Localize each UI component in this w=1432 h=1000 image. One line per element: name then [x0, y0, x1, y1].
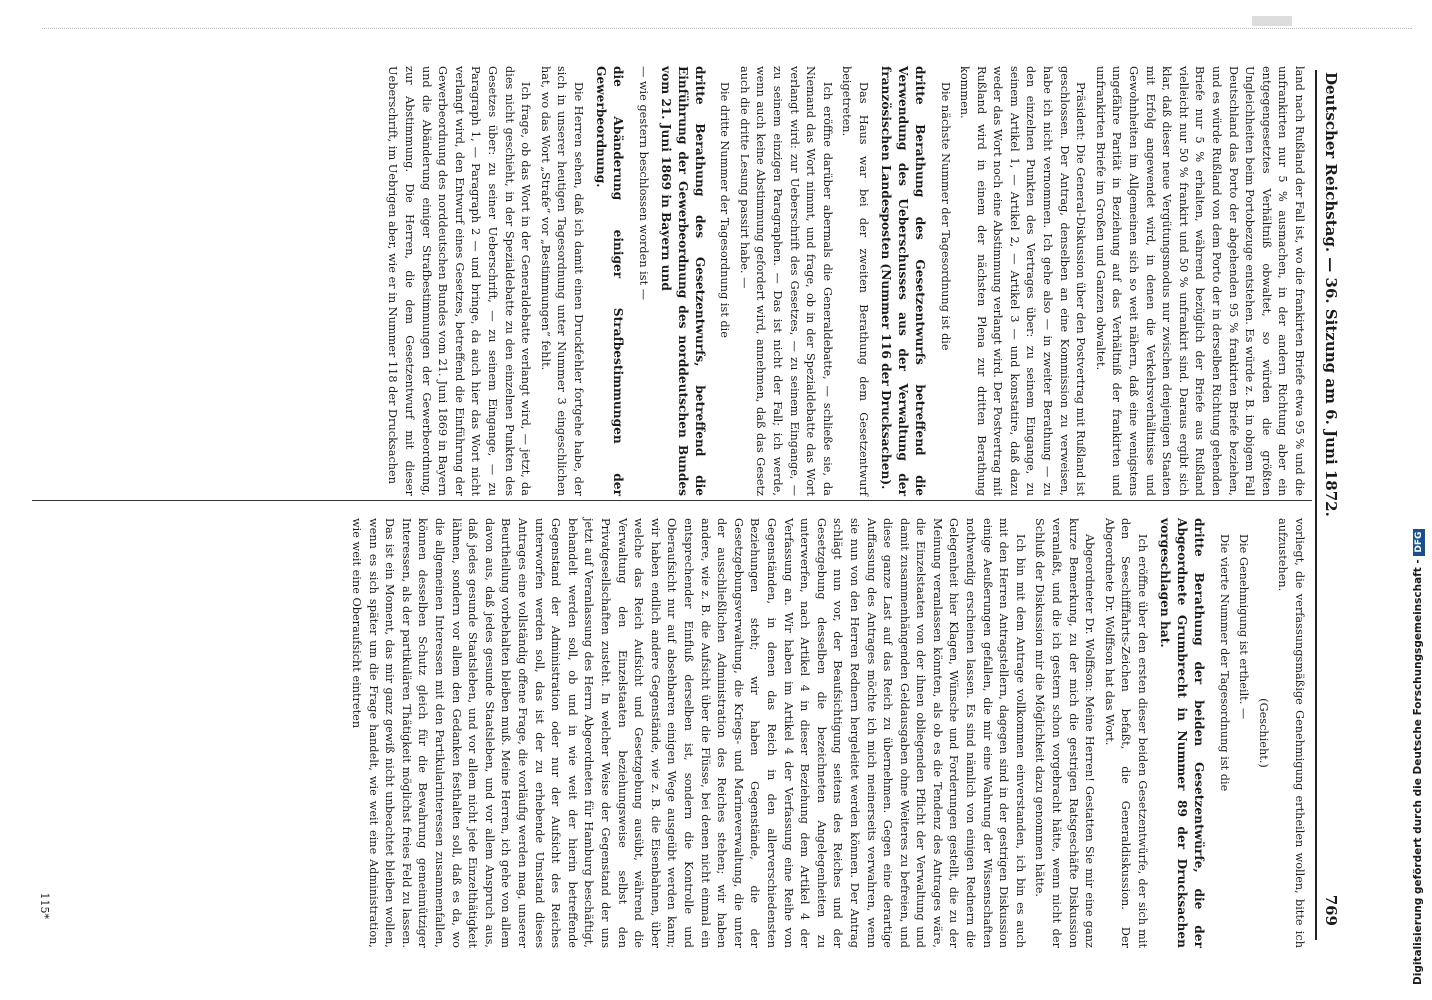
- running-head: Deutscher Reichstag. — 36. Sitzung am 6. Juni 1872.: [1322, 72, 1340, 517]
- credit-text: Digitalisierung gefördert durch die Deutsche Forschungsgemeinschaft -: [1412, 559, 1424, 985]
- paragraph: Abgeordneter Dr. Wolffson: Meine Herren! Gestatten Sie mir eine ganz kurze Bemerkung, zu der mich die gestrigen Ratsgeschäfte Diskussion veranlaßt, und die ich gestern schon vorgebracht hätte, wenn nicht der Schluß der Diskussion mir die Möglichkeit dazu genommen hätte.: [1033, 518, 1097, 948]
- paragraph: (Geschieht.): [1256, 698, 1270, 768]
- footer-credit: [1412, 529, 1425, 985]
- paragraph: Die vierte Nummer der Tagesordnung ist die: [1217, 534, 1231, 792]
- paragraph: Ich frage, ob das Wort in der Generaldebatte verlangt wird, — jetzt, da dies nicht geschieht, in der Spezialdebatte zu den einzelnen Punkten des Gesetzes über: zu seiner Ueberschrift, — zu seinem Eingange, — zu Paragraph 1, — Paragraph 2 — und bringe, da auch hier das Wort nicht verlangt wird, den Entwurf eines Gesetzes, betreffend die Einführung der Gewerbeordnung des norddeutschen Bundes vom 21. Juni 1869 in Bayern und die Abänderung einiger Strafbestimmungen der Gewerbeordnung, zur Abstimmung. Die Herren, die dem Gesetzentwurf mit dieser Ueberschrift, im Uebrigen aber, wie er in Nummer 118 der Drucksachen: [386, 66, 533, 496]
- paragraph: vorliegt, die verfassungsmäßige Genehmigung ertheilen wollen, bitte ich aufzustehen.: [1276, 518, 1306, 948]
- dfg-logo: DFG: [1413, 529, 1425, 556]
- page-header: [1318, 60, 1340, 940]
- section-heading: dritte Berathung des Gesetzentwurfs, betreffend die Einführung der Gewerbeordnung des norddeutschen Bundes vom 21. Juni 1869 in Bayern und: [658, 66, 707, 496]
- left-column: [381, 66, 1307, 496]
- section-heading: die Abänderung einiger Strafbestimmungen der Gewerbeordnung.: [594, 66, 625, 496]
- page-signature: [38, 0, 51, 940]
- paragraph: Die Genehmigung ist ertheilt. —: [1237, 534, 1251, 720]
- section-heading: dritte Berathung der beiden Gesetzentwürfe, die der Abgeordnete Grumbrecht in Nummer 89 der Drucksachen vorgeschlagen hat.: [1158, 518, 1207, 948]
- right-column: [345, 518, 1307, 948]
- paragraph: Ich eröffne darüber abermals die Generaldebatte, — schließe sie, da Niemand das Wort nimmt, und frage, ob in der Spezialdebatte das Wort verlangt wird: zur Ueberschrift des Gesetzes, — zu seinem Eingange, — zu seinem einzigen Paragraphen. — Das ist nicht der Fall; ich werde, wenn auch keine Abstimmung gefordert wird, annehmen, daß das Gesetz auch die dritte Lesung passirt habe. —: [737, 66, 834, 496]
- paragraph: land nach Rußland der Fall ist, wo die frankirten Briefe etwa 95 % und die unfrankirten nur 5 % ausmachen, in der andern Richtung aber ein entgegengesetztes Verhältniß obwaltet, so würden die größten Ungleichheiten beim Portobezuge entstehen. Es würde z. B. in obigem Fall Deutschland das Porto der abgehenden 95 % frankirten Briefe beziehen, und es würde Rußland von dem Porto der in derselben Richtung gehenden Briefe nur 5 % erhalten, während bezüglich der Briefe aus Rußland vielleicht nur 50 % frankirt und 50 % unfrankirt sind. Daraus ergibt sich klar, daß dieser neue Vergütungsmodus nur zwischen denjenigen Staaten mit Erfolg angewendet wird, in denen die Verkehrsverhältnisse und Gewohnheiten im Allgemeinen sich so weit nähern, daß eine wenigstens ungefähre Parität in Beziehung auf das Verhältniß der frankirten und unfrankirten Briefe im Großen und Ganzen obwaltet.: [1093, 66, 1306, 496]
- paragraph: Ich eröffne über den ersten dieser beiden Gesetzentwürfe, der sich mit den Seeschifffahrts-Zeichen befaßt, die Generaldiskussion. Der Abgeordnete Dr. Wolffson hat das Wort.: [1102, 518, 1150, 948]
- paragraph: Die nächste Nummer der Tagesordnung ist die: [938, 82, 952, 351]
- paragraph: Ich bin mit dem Antrage vollkommen einverstanden, ich bin es auch mit den Herren Antragstellern, dagegen sind in der gestrigen Diskussion einige Aeußerungen gefallen, die mir eine Wahrung der Wissenschaften nothwendig erscheinen lassen. Es sind nämlich von einigen Rednern die Gelegenheit hier Klagen, Wünsche und Forderungen gestellt, die zu der Meinung veranlassen könnten, als ob es die Tendenz des Antrages wäre, die Einzelstaaten von der ihnen obliegenden Pflicht der Verwaltung und damit zusammenhängenden Geldausgaben ohne Weiteres zu befreien, und diese ganze Last auf das Reich zu übernehmen. Gegen eine derartige Auffassung des Antrages möchte ich mich meinerseits verwahren, wenn sie nun von den Herren Rednern hergeleitet werden können. Der Antrag schlägt nun vor, der Beaufsichtigung seitens des Reiches und der Gesetzgebung desselben die bezeichneten Angelegenheiten zu unterwerfen, nach Artikel 4 in dieser Beziehung dem Artikel 4 der Verfassung an. Wir haben im Artikel 4 der Verfassung eine Reihe von Gegenständen, in denen das Reich in den allerverschiedensten Beziehungen steht; wir haben Gegenstände, die der Gesetzgebungsverwaltung, die Kriegs- und Marineverwaltung, die unter der ausschließlichen Administration des Reiches stehen; wir haben andere, wie z. B. die Aufsicht über die Flüsse, bei denen nicht einmal ein entsprechender Einfluß derselben ist, sondern die Kontrolle und Oberaufsicht nur auf absehbaren einigen Wege ausgeübt werden kann; wir haben endlich andere Gegenstände, wie z. B. die Eisenbahnen, über welche das Reich Aufsicht und Gesetzgebung ausübt, während die Verwaltung den Einzelstaaten beziehungsweise selbst den Privatgesellschaften zusteht. In welcher Weise der Gegenstand der uns jetzt auf Veranlassung des Herrn Abgeordneten für Hamburg beschäftigt, behandelt werden soll, ob und in wie weit der hierin betreffende Gegenstand der Administration oder nur der Aufsicht des Reiches unterworfen werden soll, das ist der zu erhebende Umstand dieses Antrages eine vollständig offene Frage, die vorläufig werden mag, unserer Beurtheilung vorbehalten bleiben muß. Meine Herren, ich gehe von allem davon aus, daß jedes gesunde Staatsleben, und vor allem Anspruch aus, daß jedes gesunde Staatsleben, und vor allem nicht jede Einzelthätigkeit lähmen, sondern vor allem den Gedanken festhalten soll, daß es da, wo die allgemeinen Interessen mit den Partikularinteressen zusammenfallen, können desselben Schutz gleich für die Bewahrung gemeinnütziger Interessen, als der partikulären Thätigkeit möglichst freies Feld zu lassen. Das ist ein Moment, das mir ganz gewiß nicht unbeachtet bleiben wollen, wenn es sich später um die Frage handelt, wie weit eine Administration, wie weit eine Oberaufsicht eintreten: [350, 518, 1027, 948]
- page-number: 769: [1322, 894, 1340, 926]
- header-rule: [1315, 70, 1317, 940]
- paragraph: Das Haus war bei der zweiten Berathung dem Gesetzentwurf beigetreten.: [840, 66, 870, 496]
- column-divider: [32, 500, 1312, 501]
- section-heading: dritte Berathung des Gesetzentwurfs betreffend die Verwendung des Ueberschusses aus der Verwaltung der französischen Landesposten (Nummer 116 der Drucksachen).: [878, 66, 927, 496]
- signature-mark: 115*: [38, 892, 51, 920]
- paragraph: Die dritte Nummer der Tagesordnung ist die: [718, 82, 732, 338]
- paragraph: — wie gestern beschlossen worden ist —: [636, 66, 650, 301]
- paragraph: Die Herren sehen, daß ich damit einen Druckfehler fortgehe habe, der sich in unserer heutigen Tagesordnung unter Nummer 3 eingeschlichen hat, wo das Wort „Strafe“ vor „Bestimmungen“ fehlt.: [538, 66, 585, 496]
- paragraph: Präsident: Die General-Diskussion über den Postvertrag mit Rußland ist geschlossen. Der Antrag, denselben an eine Kommission zu verweisen, habe ich nicht vernommen. Ich gehe also — in zweiter Berathung — zu den einzelnen Punkten des Vertrages über: zu seinem Eingange, zu seinem Artikel 1, — Artikel 2, — Artikel 3 — und konstatire, daß dazu weder das Wort noch eine Abstimmung verlangt wird. Der Postvertrag mit Rußland wird in einem der nächsten Plena zur dritten Berathung kommen.: [958, 66, 1088, 496]
- page-margin: [42, 16, 1412, 29]
